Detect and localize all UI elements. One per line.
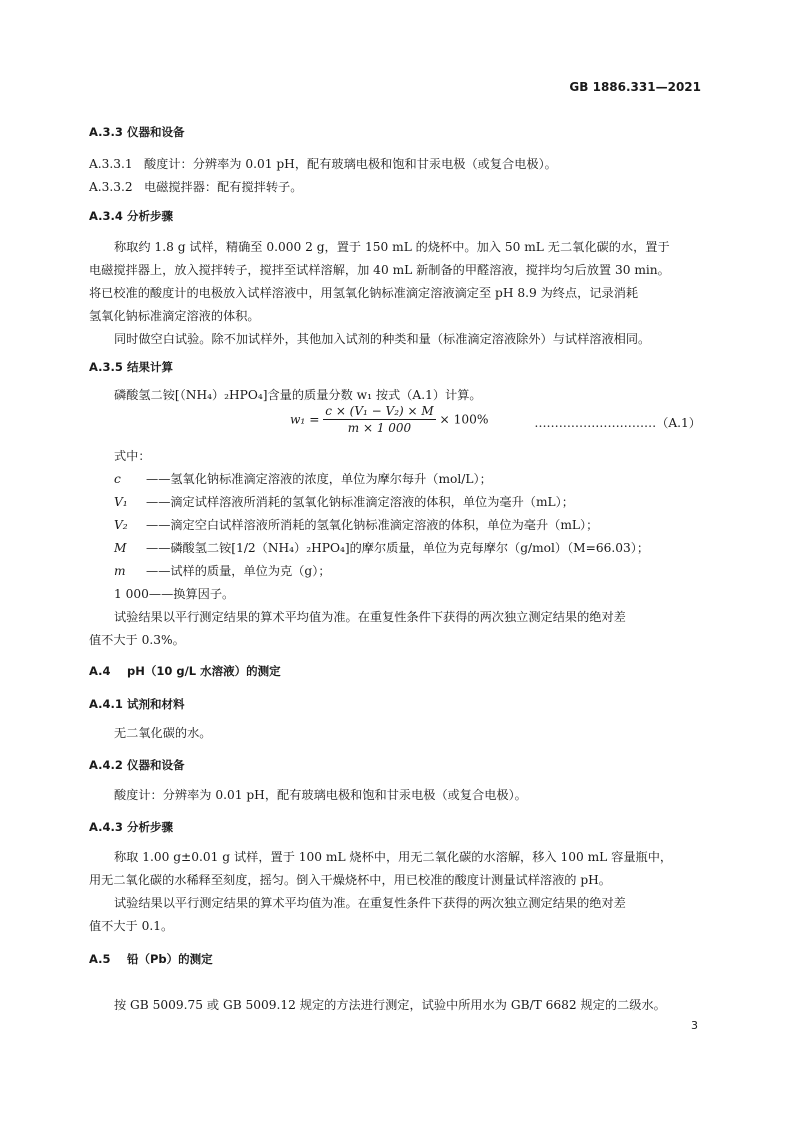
var-v2: V₂ ——滴定空白试样溶液所消耗的氢氧化钠标准滴定溶液的体积，单位为毫升（mL）； bbox=[114, 518, 599, 532]
para-line: 试验结果以平行测定结果的算术平均值为准。在重复性条件下获得的两次独立测定结果的绝对差 bbox=[114, 610, 626, 624]
para-line: 无二氧化碳的水。 bbox=[114, 726, 212, 740]
para-line: 值不大于 0.3%。 bbox=[89, 633, 185, 647]
heading-a41: A.4.1 试剂和材料 bbox=[89, 697, 185, 711]
heading-a34: A.3.4 分析步骤 bbox=[89, 209, 173, 223]
where-label: 式中： bbox=[114, 449, 151, 463]
para-line: 称取约 1.8 g 试样，精确至 0.000 2 g，置于 150 mL 的烧杯中。加入 50 mL 无二氧化碳的水，置于 bbox=[114, 240, 670, 254]
para-line: 试验结果以平行测定结果的算术平均值为准。在重复性条件下获得的两次独立测定结果的绝对差 bbox=[114, 896, 626, 910]
para-line: 按 GB 5009.75 或 GB 5009.12 规定的方法进行测定，试验中所用水为 GB/T 6682 规定的二级水。 bbox=[114, 998, 666, 1012]
heading-a5: A.5 铅（Pb）的测定 bbox=[89, 952, 213, 966]
para-line: 电磁搅拌器上，放入搅拌转子，搅拌至试样溶解，加 40 mL 新制备的甲醛溶液，搅拌均匀后放置 30 min。 bbox=[89, 263, 670, 277]
standard-number: GB 1886.331—2021 bbox=[569, 80, 701, 94]
page-number: 3 bbox=[691, 1019, 698, 1032]
heading-a42: A.4.2 仪器和设备 bbox=[89, 758, 185, 772]
heading-a33: A.3.3 仪器和设备 bbox=[89, 125, 185, 139]
para-line: 称取 1.00 g±0.01 g 试样，置于 100 mL 烧杯中，用无二氧化碳的水溶解，移入 100 mL 容量瓶中， bbox=[114, 850, 673, 864]
para-line: 酸度计：分辨率为 0.01 pH，配有玻璃电极和饱和甘汞电极（或复合电极）。 bbox=[114, 788, 527, 802]
var-factor: 1 000——换算因子。 bbox=[114, 587, 235, 601]
heading-a35: A.3.5 结果计算 bbox=[89, 360, 173, 374]
para-line: 氢氧化钠标准滴定溶液的体积。 bbox=[89, 309, 260, 323]
para-line: 值不大于 0.1。 bbox=[89, 919, 174, 933]
formula-a1: w₁ = $\frac{\text{c × (V₁ − V₂) × M}}{m \times 1 000}$ × 100% bbox=[290, 404, 489, 435]
heading-a4: A.4 pH（10 g/L 水溶液）的测定 bbox=[89, 664, 281, 678]
para-line: 将已校准的酸度计的电极放入试样溶液中，用氢氧化钠标准滴定溶液滴定至 pH 8.9 为终点，记录消耗 bbox=[89, 286, 639, 300]
formula-label: …………………………（A.1） bbox=[534, 416, 701, 430]
var-molar-mass: M ——磷酸氢二铵[1/2（NH₄）₂HPO₄]的摩尔质量，单位为克每摩尔（g/mol）（M=66.03）； bbox=[114, 541, 650, 555]
var-c: c ——氢氧化钠标准滴定溶液的浓度，单位为摩尔每升（mol/L）； bbox=[114, 472, 492, 486]
item-a331: A.3.3.1 酸度计：分辨率为 0.01 pH，配有玻璃电极和饱和甘汞电极（或复合电极）。 bbox=[89, 157, 557, 171]
item-a332: A.3.3.2 电磁搅拌器：配有搅拌转子。 bbox=[89, 180, 303, 194]
formula-fraction: $\frac{\text{c × (V₁ − V₂) × M}}{m \times 1 000}$ bbox=[325, 404, 434, 435]
heading-a43: A.4.3 分析步骤 bbox=[89, 820, 173, 834]
var-v1: V₁ ——滴定试样溶液所消耗的氢氧化钠标准滴定溶液的体积，单位为毫升（mL）； bbox=[114, 495, 574, 509]
para-line: 用无二氧化碳的水稀释至刻度，摇匀。倒入干燥烧杯中，用已校准的酸度计测量试样溶液的 pH。 bbox=[89, 873, 611, 887]
formula-intro: 磷酸氢二铵[（NH₄）₂HPO₄]含量的质量分数 w₁ 按式（A.1）计算。 bbox=[114, 388, 482, 402]
var-m: m ——试样的质量，单位为克（g）； bbox=[114, 564, 331, 578]
para-line: 同时做空白试验。除不加试样外，其他加入试剂的种类和量（标准滴定溶液除外）与试样溶液相同。 bbox=[114, 332, 651, 346]
